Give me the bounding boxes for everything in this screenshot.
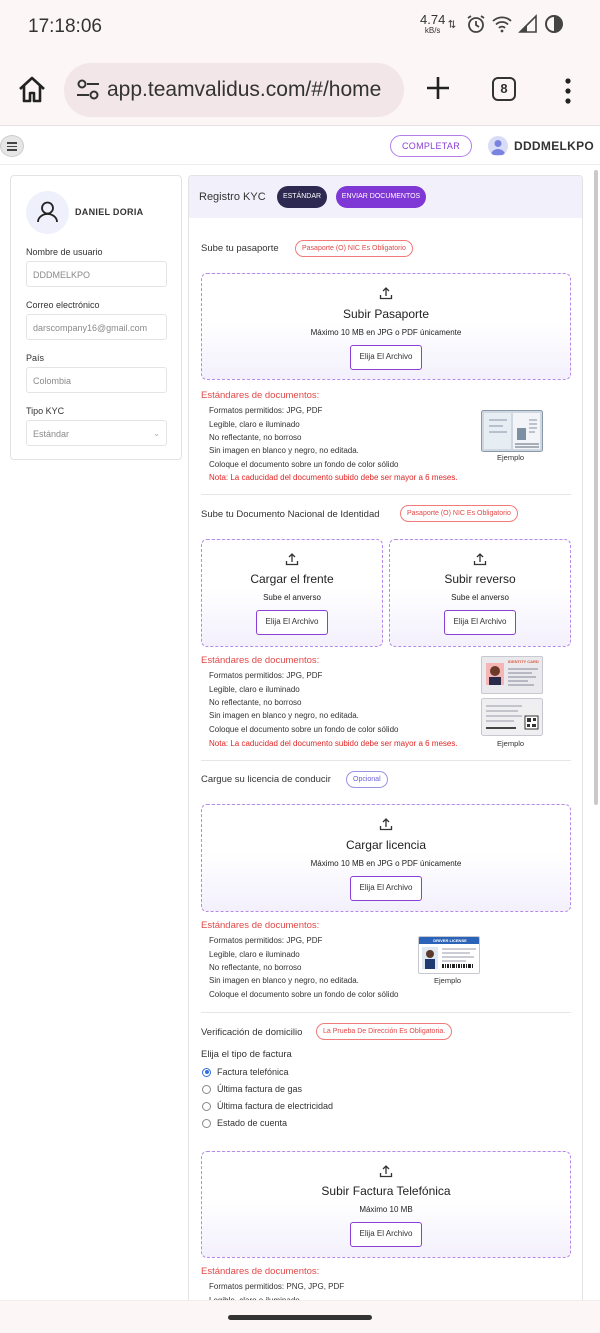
id-standard-item: No reflectante, no borroso — [209, 698, 302, 707]
passport-upload-subtitle: Máximo 10 MB en JPG o PDF únicamente — [310, 328, 462, 337]
user-icon — [26, 191, 69, 234]
url-text[interactable]: app.teamvalidus.com/#/home — [107, 78, 382, 101]
upload-icon — [285, 552, 299, 566]
id-section-title: Sube tu Documento Nacional de Identidad — [201, 509, 380, 520]
clock: 17:18:06 — [28, 16, 102, 37]
upload-icon — [379, 817, 393, 831]
bill-standard-item: Formatos permitidos: PNG, JPG, PDF — [209, 1282, 345, 1291]
app-header — [0, 127, 600, 165]
license-standard-item: Legible, claro e iluminado — [209, 950, 300, 959]
passport-section-title: Sube tu pasaporte — [201, 243, 279, 254]
passport-standard-item: Sin imagen en blanco y negro, no editada. — [209, 446, 359, 455]
new-tab-icon[interactable] — [424, 74, 452, 102]
email-label: Correo electrónico — [26, 300, 100, 310]
bill-option-label: Última factura de electricidad — [217, 1101, 334, 1111]
wifi-icon — [492, 14, 512, 34]
kyc-type-label: Tipo KYC — [26, 406, 65, 416]
license-example-label: Ejemplo — [434, 976, 462, 985]
license-standards-title: Estándares de documentos: — [201, 920, 320, 931]
id-standard-item: Sin imagen en blanco y negro, no editada. — [209, 711, 359, 720]
send-documents-button[interactable]: ENVIAR DOCUMENTOS — [336, 186, 426, 208]
passport-choose-file-button[interactable]: Elija El Archivo — [350, 345, 422, 370]
network-speed — [420, 14, 445, 36]
id-front-upload-subtitle: Sube el anverso — [263, 593, 321, 602]
license-choose-file-button[interactable]: Elija El Archivo — [350, 876, 422, 901]
user-menu[interactable] — [488, 136, 594, 156]
id-front-example-image — [481, 656, 543, 694]
id-back-upload-title: Subir reverso — [444, 572, 516, 586]
data-arrows-icon — [448, 14, 460, 34]
header-username: DDDMELKPO — [514, 139, 595, 153]
radio-icon[interactable] — [202, 1085, 211, 1094]
passport-dropzone[interactable] — [201, 273, 571, 380]
id-standard-item: Legible, claro e iluminado — [209, 685, 300, 694]
section-divider — [201, 494, 571, 495]
bill-option-gas[interactable] — [202, 1084, 302, 1094]
user-avatar-icon — [488, 136, 508, 156]
license-standard-item: Sin imagen en blanco y negro, no editada. — [209, 976, 359, 985]
bill-choose-file-button[interactable]: Elija El Archivo — [350, 1222, 422, 1247]
id-back-upload-subtitle: Sube el anverso — [451, 593, 509, 602]
passport-standard-item: No reflectante, no borroso — [209, 433, 302, 442]
address-required-badge: La Prueba De Dirección Es Obligatoria. — [316, 1023, 452, 1040]
id-front-choose-file-button[interactable]: Elija El Archivo — [256, 610, 328, 635]
alarm-icon — [466, 14, 486, 34]
radio-selected-icon[interactable] — [202, 1068, 211, 1077]
id-front-dropzone[interactable] — [201, 539, 383, 647]
upload-icon — [379, 1164, 393, 1178]
license-standard-item: No reflectante, no borroso — [209, 963, 302, 972]
bill-dropzone[interactable] — [201, 1151, 571, 1258]
username-field[interactable]: DDDMELKPO — [26, 261, 167, 287]
license-optional-badge: Opcional — [346, 771, 388, 788]
license-standard-item: Coloque el documento sobre un fondo de color sólido — [209, 990, 399, 999]
home-icon[interactable] — [16, 74, 48, 106]
passport-standard-item: Legible, claro e iluminado — [209, 420, 300, 429]
upload-icon — [473, 552, 487, 566]
address-section-title: Verificación de domicilio — [201, 1027, 303, 1038]
passport-standards-title: Estándares de documentos: — [201, 390, 320, 401]
passport-example-label: Ejemplo — [497, 453, 525, 462]
chevron-down-icon: ⌄ — [153, 429, 160, 438]
license-standard-item: Formatos permitidos: JPG, PDF — [209, 936, 323, 945]
id-back-choose-file-button[interactable]: Elija El Archivo — [444, 610, 516, 635]
bill-option-label: Última factura de gas — [217, 1084, 303, 1094]
profile-card — [10, 175, 182, 460]
license-example-image — [418, 936, 480, 974]
status-icons — [448, 14, 564, 34]
id-card-heading: IDENTITY CARD — [508, 659, 539, 664]
license-dropzone[interactable] — [201, 804, 571, 912]
id-standard-item: Coloque el documento sobre un fondo de color sólido — [209, 725, 399, 734]
email-field[interactable]: darscompany16@gmail.com — [26, 314, 167, 340]
status-bar — [0, 0, 600, 54]
country-label: País — [26, 353, 45, 363]
bill-option-phone[interactable] — [202, 1067, 289, 1077]
passport-expiry-note: Nota: La caducidad del documento subido debe ser mayor a 6 meses. — [209, 473, 458, 482]
bill-option-statement[interactable] — [202, 1118, 287, 1128]
more-options-icon[interactable] — [560, 76, 576, 106]
tab-switcher-button[interactable]: 8 — [492, 77, 516, 101]
bill-option-electricity[interactable] — [202, 1101, 333, 1111]
id-example-label: Ejemplo — [497, 739, 525, 748]
radio-icon[interactable] — [202, 1102, 211, 1111]
standard-pill[interactable]: ESTÁNDAR — [277, 186, 327, 208]
id-required-badge: Pasaporte (O) NIC Es Obligatorio — [400, 505, 518, 522]
username-label: Nombre de usuario — [26, 247, 103, 257]
passport-standard-item: Coloque el documento sobre un fondo de color sólido — [209, 460, 399, 469]
passport-example-image — [481, 410, 543, 452]
bill-option-label: Factura telefónica — [217, 1067, 289, 1077]
network-speed-value: 4.74 — [420, 12, 446, 27]
id-back-example-image — [481, 698, 543, 736]
complete-button[interactable]: COMPLETAR — [390, 135, 472, 157]
menu-icon[interactable] — [0, 135, 24, 157]
kyc-type-value: Estándar — [33, 429, 70, 439]
upload-icon — [379, 286, 393, 300]
passport-upload-title: Subir Pasaporte — [342, 307, 430, 321]
passport-required-badge: Pasaporte (O) NIC Es Obligatorio — [295, 240, 413, 257]
license-upload-title: Cargar licencia — [345, 838, 427, 852]
network-speed-unit: kB/s — [424, 26, 441, 35]
kyc-header — [189, 176, 583, 218]
id-front-upload-title: Cargar el frente — [250, 572, 334, 586]
bill-standards-title: Estándares de documentos: — [201, 1266, 320, 1277]
id-standard-item: Formatos permitidos: JPG, PDF — [209, 671, 323, 680]
section-divider — [201, 760, 571, 761]
license-card-heading: DRIVER LICENSE — [419, 937, 480, 944]
kyc-panel — [188, 175, 583, 1305]
profile-avatar — [26, 191, 69, 234]
browser-toolbar — [0, 54, 600, 126]
passport-standard-item: Formatos permitidos: JPG, PDF — [209, 406, 323, 415]
section-divider — [201, 1012, 571, 1013]
id-standards-title: Estándares de documentos: — [201, 655, 320, 666]
kyc-title: Registro KYC — [199, 191, 266, 203]
page-scrollbar[interactable] — [594, 170, 598, 805]
battery-icon — [544, 14, 564, 34]
home-gesture-handle[interactable] — [228, 1315, 372, 1320]
profile-display-name: DANIEL DORIA — [75, 207, 144, 217]
system-navigation-bar — [0, 1300, 600, 1333]
license-upload-subtitle: Máximo 10 MB en JPG o PDF únicamente — [310, 859, 462, 868]
country-field[interactable]: Colombia — [26, 367, 167, 393]
bill-option-label: Estado de cuenta — [217, 1118, 288, 1128]
bill-upload-subtitle: Máximo 10 MB — [359, 1205, 413, 1214]
bill-upload-title: Subir Factura Telefónica — [321, 1184, 451, 1198]
bill-type-label: Elija el tipo de factura — [201, 1049, 292, 1060]
site-settings-icon[interactable] — [76, 79, 100, 101]
id-back-dropzone[interactable] — [389, 539, 571, 647]
radio-icon[interactable] — [202, 1119, 211, 1128]
address-bar[interactable] — [64, 63, 404, 117]
signal-icon — [518, 14, 538, 34]
kyc-type-select[interactable] — [26, 420, 167, 446]
id-expiry-note: Nota: La caducidad del documento subido debe ser mayor a 6 meses. — [209, 739, 458, 748]
license-section-title: Cargue su licencia de conducir — [201, 774, 331, 785]
